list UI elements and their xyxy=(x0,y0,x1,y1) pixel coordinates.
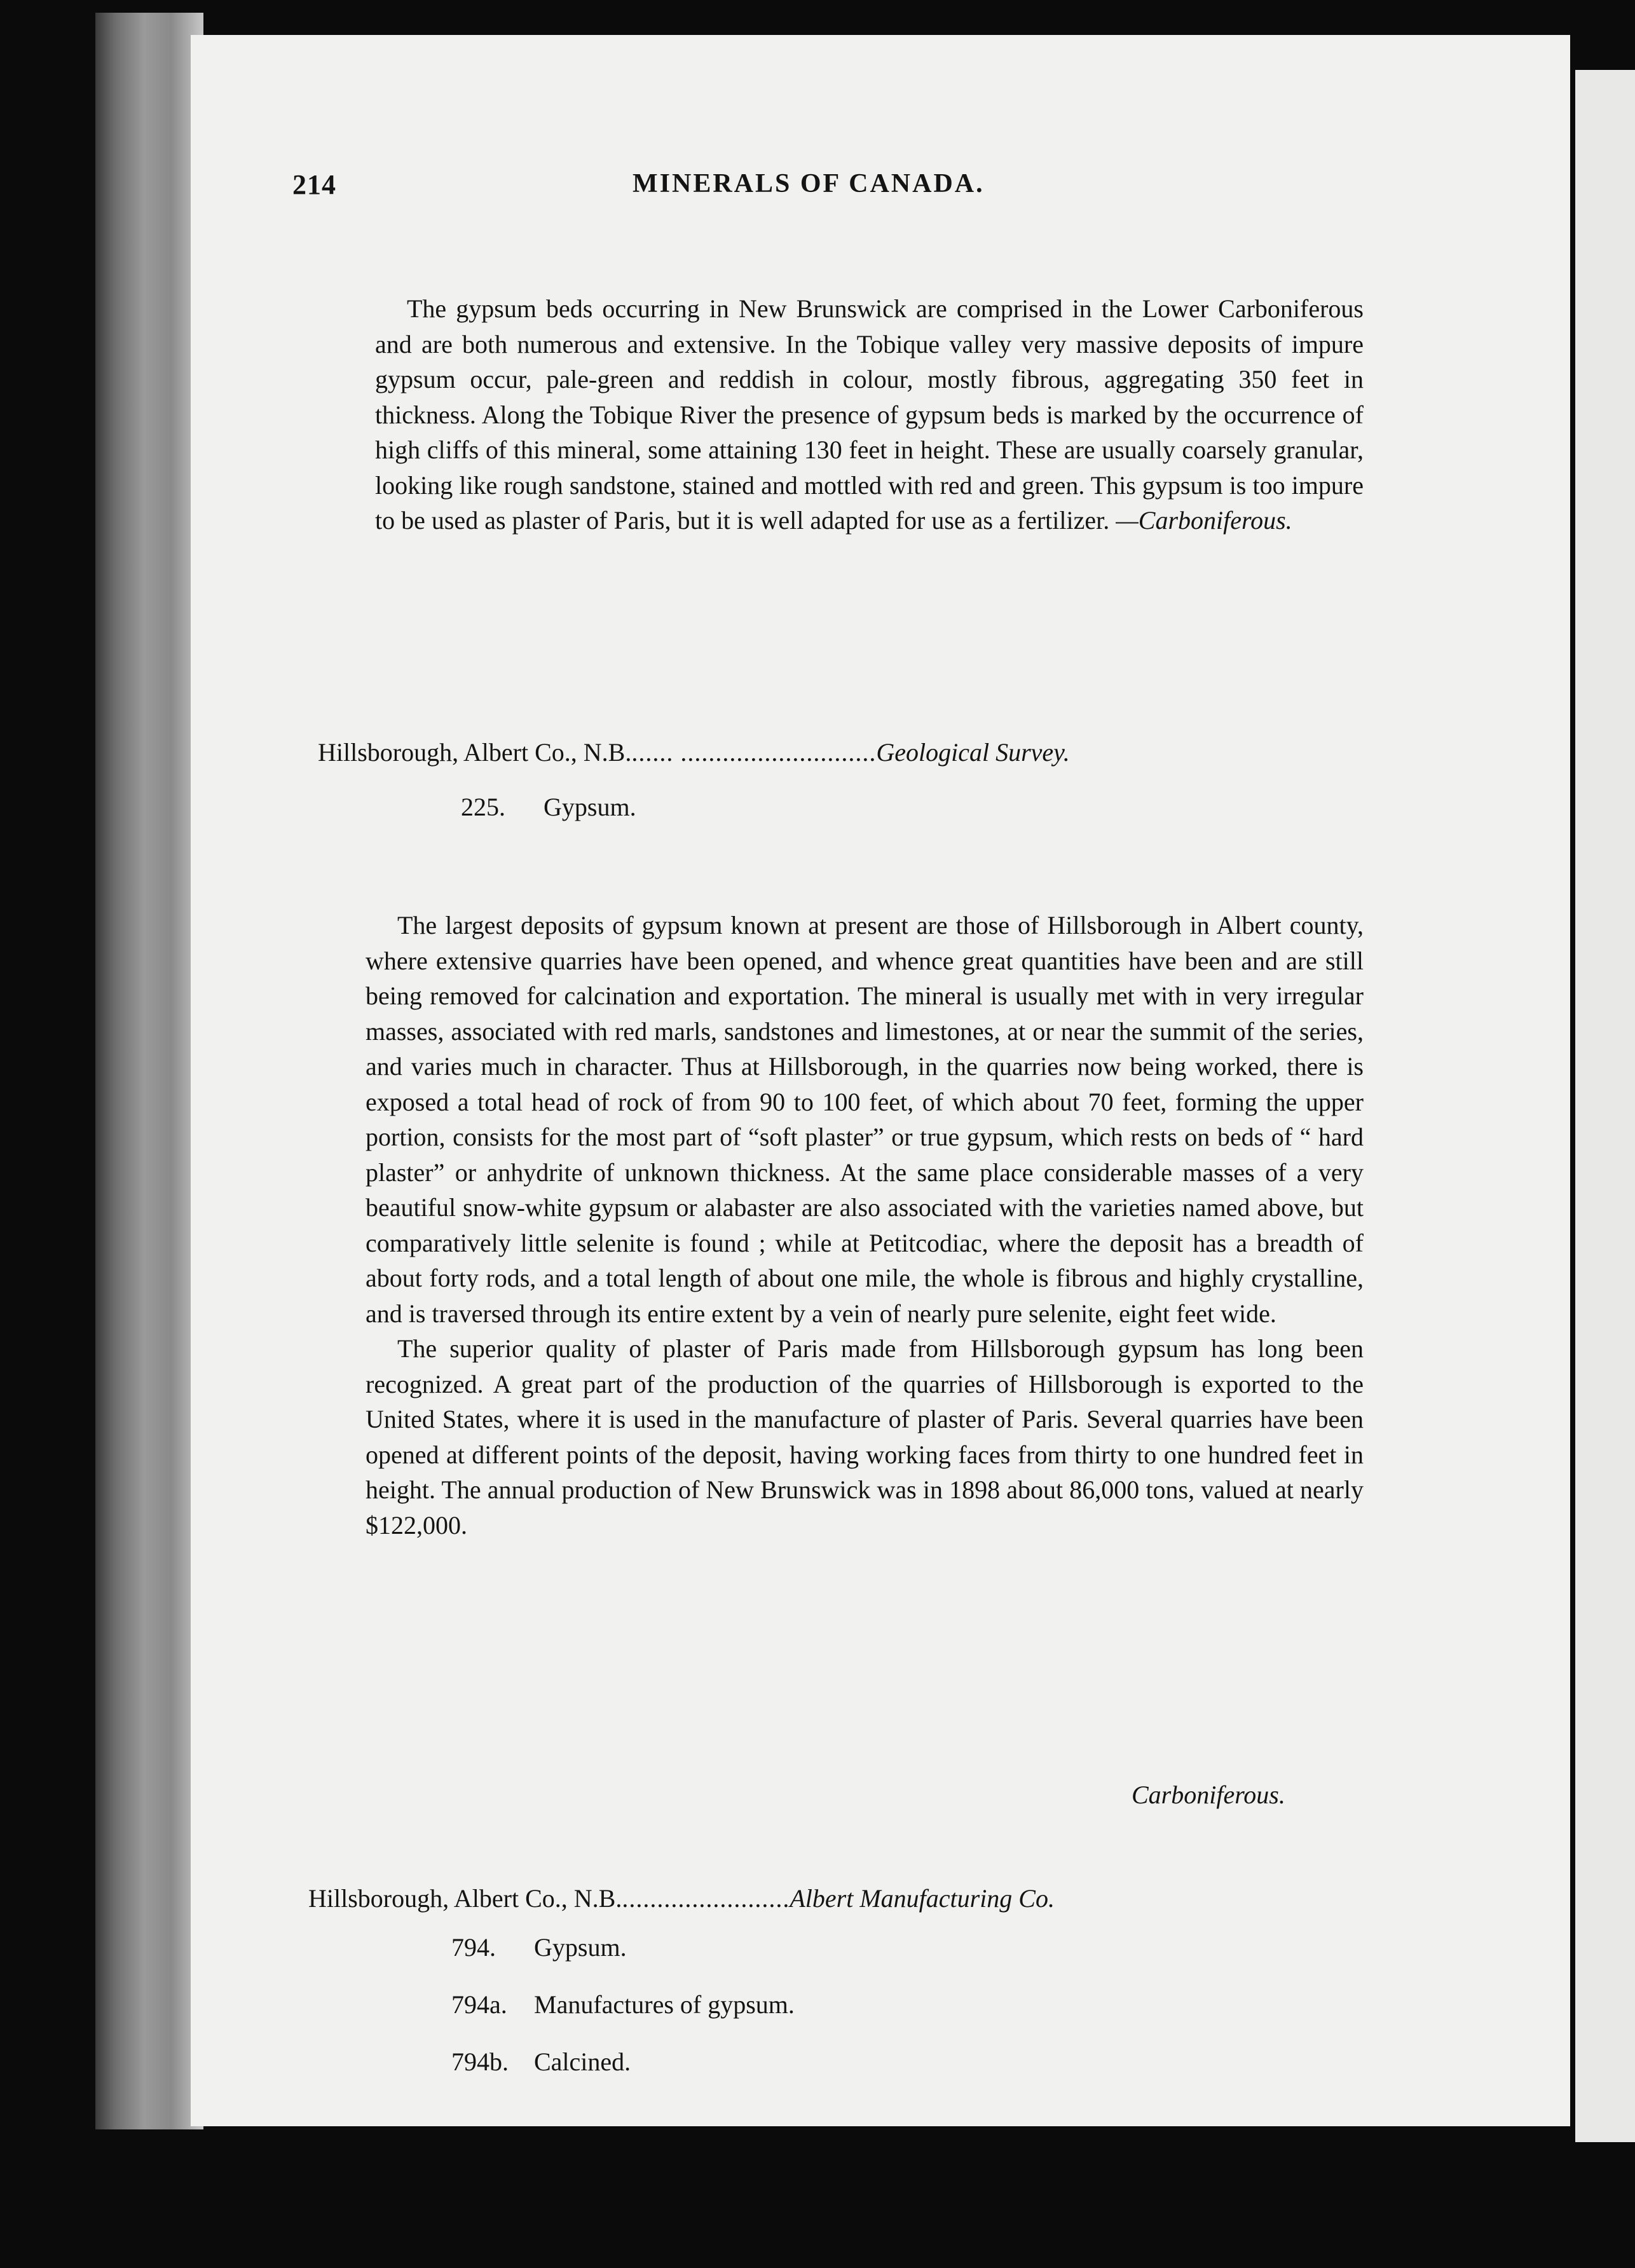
locality-entry xyxy=(308,1883,1055,1913)
gypsum-new-brunswick-paragraph xyxy=(375,291,1364,538)
specimen-name: Gypsum. xyxy=(534,1933,627,1962)
book-fore-edge xyxy=(95,13,203,2129)
hillsborough-deposits-paragraph xyxy=(366,908,1364,1543)
specimen-number: 794. xyxy=(451,1933,496,1962)
paragraph-text: The largest deposits of gypsum known at present are those of Hillsborough in Albert county, where extensive quarries have been opened, and whence great quantities have been and are still being removed for calcination and exportation. The mineral is usually met with in very irregular masses, associated with red marls, sandstones and limestones, at or near the summit of the series, and varies much in character. Thus at Hillsborough, in the quarries now being worked, there is exposed a total head of rock of from 90 to 100 feet, of which about 70 feet, forming the upper portion, consists for the most part of “soft plaster” or true gypsum, which rests on beds of “ hard plaster” or anhydrite of unknown thickness. At the same place considerable masses of a very beautiful snow-white gypsum or alabaster are also associated with the varieties named above, but comparatively little selenite is found ; while at Petitcodiac, where the deposit has a breadth of about forty rods, and a total length of about one mile, the whole is fibrous and highly crystalline, and is traversed through its entire extent by a vein of nearly pure selenite, eight feet wide. xyxy=(366,911,1364,1328)
geological-period: Carboniferous. xyxy=(1132,1780,1285,1809)
leader-dots: ...... ............................ xyxy=(631,738,877,767)
specimen-name: Gypsum. xyxy=(544,793,636,821)
locality-entry xyxy=(318,737,1070,767)
locality-name: Hillsborough, Albert Co., N.B. xyxy=(308,1884,622,1913)
specimen-number: 225. xyxy=(461,793,505,821)
page-header xyxy=(292,168,1335,213)
facing-page-edge xyxy=(1575,70,1635,2142)
specimen-number: 794a. xyxy=(451,1990,507,2019)
paragraph-text: The gypsum beds occurring in New Brunswick are comprised in the Lower Carboniferous and are both numerous and extensive. In the Tobique valley very massive deposits of impure gypsum occur, pale-green and reddish in colour, mostly fibrous, aggregating 350 feet in thickness. Along the Tobique River the presence of gypsum beds is marked by the occurrence of high cliffs of this mineral, some attaining 130 feet in height. These are usually coarsely granular, looking like rough sandstone, stained and mottled with red and green. This gypsum is too impure to be used as plaster of Paris, but it is well adapted for use as a fertilizer. xyxy=(375,294,1364,535)
specimen-item xyxy=(451,1932,627,1962)
collector-name: Geological Survey. xyxy=(876,738,1070,767)
specimen-item xyxy=(451,1990,795,2019)
leader-dots: ........................ xyxy=(622,1884,790,1913)
geological-period: —Carboniferous. xyxy=(1116,506,1292,535)
specimen-name: Calcined. xyxy=(534,2047,631,2076)
locality-name: Hillsborough, Albert Co., N.B. xyxy=(318,738,632,767)
specimen-number: 794b. xyxy=(451,2047,509,2076)
collector-name: Albert Manufacturing Co. xyxy=(790,1884,1055,1913)
specimen-name: Manufactures of gypsum. xyxy=(534,1990,795,2019)
running-head: MINERALS OF CANADA. xyxy=(633,169,985,198)
page-number: 214 xyxy=(292,169,336,200)
paragraph-text: The superior quality of plaster of Paris made from Hillsborough gypsum has long been recognized. A great part of the production of the quarries of Hillsborough is exported to the United States, where it is used in the manufacture of plaster of Paris. Several quarries have been opened at different points of the deposit, having working faces from thirty to one hundred feet in height. The annual production of New Brunswick was in 1898 about 86,000 tons, valued at nearly $122,000. xyxy=(366,1334,1364,1540)
specimen-item xyxy=(461,792,636,822)
specimen-item xyxy=(451,2047,631,2077)
